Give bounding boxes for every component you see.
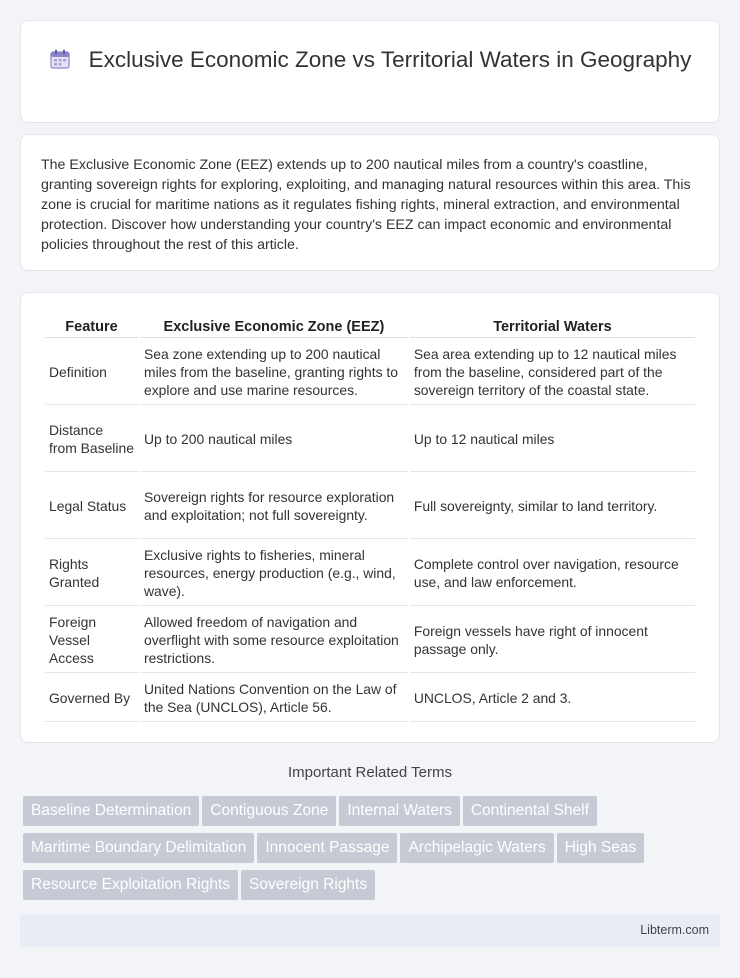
cell-eez: United Nations Convention on the Law of the Sea (UNCLOS), Article 56.: [140, 675, 408, 722]
tag-innocent-passage[interactable]: Innocent Passage: [257, 833, 397, 863]
cell-feature: Distance from Baseline: [45, 407, 138, 472]
comparison-table-card: [20, 292, 720, 743]
table-row: [45, 407, 695, 472]
tag-high-seas[interactable]: High Seas: [557, 833, 645, 863]
table-row: [45, 608, 695, 673]
tag-baseline-determination[interactable]: Baseline Determination: [23, 796, 199, 826]
footer-site-link[interactable]: Libterm.com: [640, 923, 709, 937]
tag-continental-shelf[interactable]: Continental Shelf: [463, 796, 597, 826]
cell-eez: Exclusive rights to fisheries, mineral resources, energy production (e.g., wind, wave).: [140, 541, 408, 606]
intro-paragraph: The Exclusive Economic Zone (EEZ) extends up to 200 nautical miles from a country's coastline, granting sovereign rights for exploring, exploiting, and managing natural resources within this area. This zone is crucial for maritime nations as it regulates fishing rights, mineral extraction, and environmental protection. Discover how understanding your country's EEZ can impact economic and environmental policies throughout the rest of this article.: [41, 157, 691, 253]
table-header-row: [45, 315, 695, 338]
table-row: [45, 675, 695, 722]
cell-eez: Allowed freedom of navigation and overflight with some resource exploitation restrictions.: [140, 608, 408, 673]
cell-eez: Up to 200 nautical miles: [140, 407, 408, 472]
header-territorial: Territorial Waters: [410, 315, 695, 338]
title-card: [20, 20, 720, 123]
cell-territorial: Full sovereignty, similar to land territory.: [410, 474, 695, 539]
header-eez: Exclusive Economic Zone (EEZ): [140, 315, 408, 338]
table-row: [45, 541, 695, 606]
tag-internal-waters[interactable]: Internal Waters: [339, 796, 460, 826]
table-row: [45, 474, 695, 539]
table-row: [45, 340, 695, 405]
cell-territorial: Complete control over navigation, resource use, and law enforcement.: [410, 541, 695, 606]
tag-sovereign-rights[interactable]: Sovereign Rights: [241, 870, 375, 900]
intro-card: [20, 134, 720, 271]
comparison-table: [43, 313, 697, 724]
related-terms-heading: Important Related Terms: [288, 764, 452, 781]
cell-eez: Sea zone extending up to 200 nautical miles from the baseline, granting rights to explore and use marine resources.: [140, 340, 408, 405]
tag-contiguous-zone[interactable]: Contiguous Zone: [202, 796, 336, 826]
page-title-wrapper: [21, 45, 719, 74]
cell-territorial: Sea area extending up to 12 nautical miles from the baseline, considered part of the sovereign territory of the coastal state.: [410, 340, 695, 405]
footer: [20, 914, 720, 947]
cell-territorial: Foreign vessels have right of innocent passage only.: [410, 608, 695, 673]
cell-feature: Legal Status: [45, 474, 138, 539]
cell-feature: Governed By: [45, 675, 138, 722]
cell-feature: Definition: [45, 340, 138, 405]
calendar-icon: [49, 48, 71, 70]
tag-maritime-boundary-delimitation[interactable]: Maritime Boundary Delimitation: [23, 833, 254, 863]
cell-eez: Sovereign rights for resource exploration and exploitation; not full sovereignty.: [140, 474, 408, 539]
page-title: Exclusive Economic Zone vs Territorial Waters in Geography: [88, 47, 692, 72]
header-feature: Feature: [45, 315, 138, 338]
cell-feature: Rights Granted: [45, 541, 138, 606]
tag-archipelagic-waters[interactable]: Archipelagic Waters: [400, 833, 553, 863]
related-terms-list: [23, 796, 723, 907]
cell-feature: Foreign Vessel Access: [45, 608, 138, 673]
cell-territorial: UNCLOS, Article 2 and 3.: [410, 675, 695, 722]
cell-territorial: Up to 12 nautical miles: [410, 407, 695, 472]
tag-resource-exploitation-rights[interactable]: Resource Exploitation Rights: [23, 870, 238, 900]
